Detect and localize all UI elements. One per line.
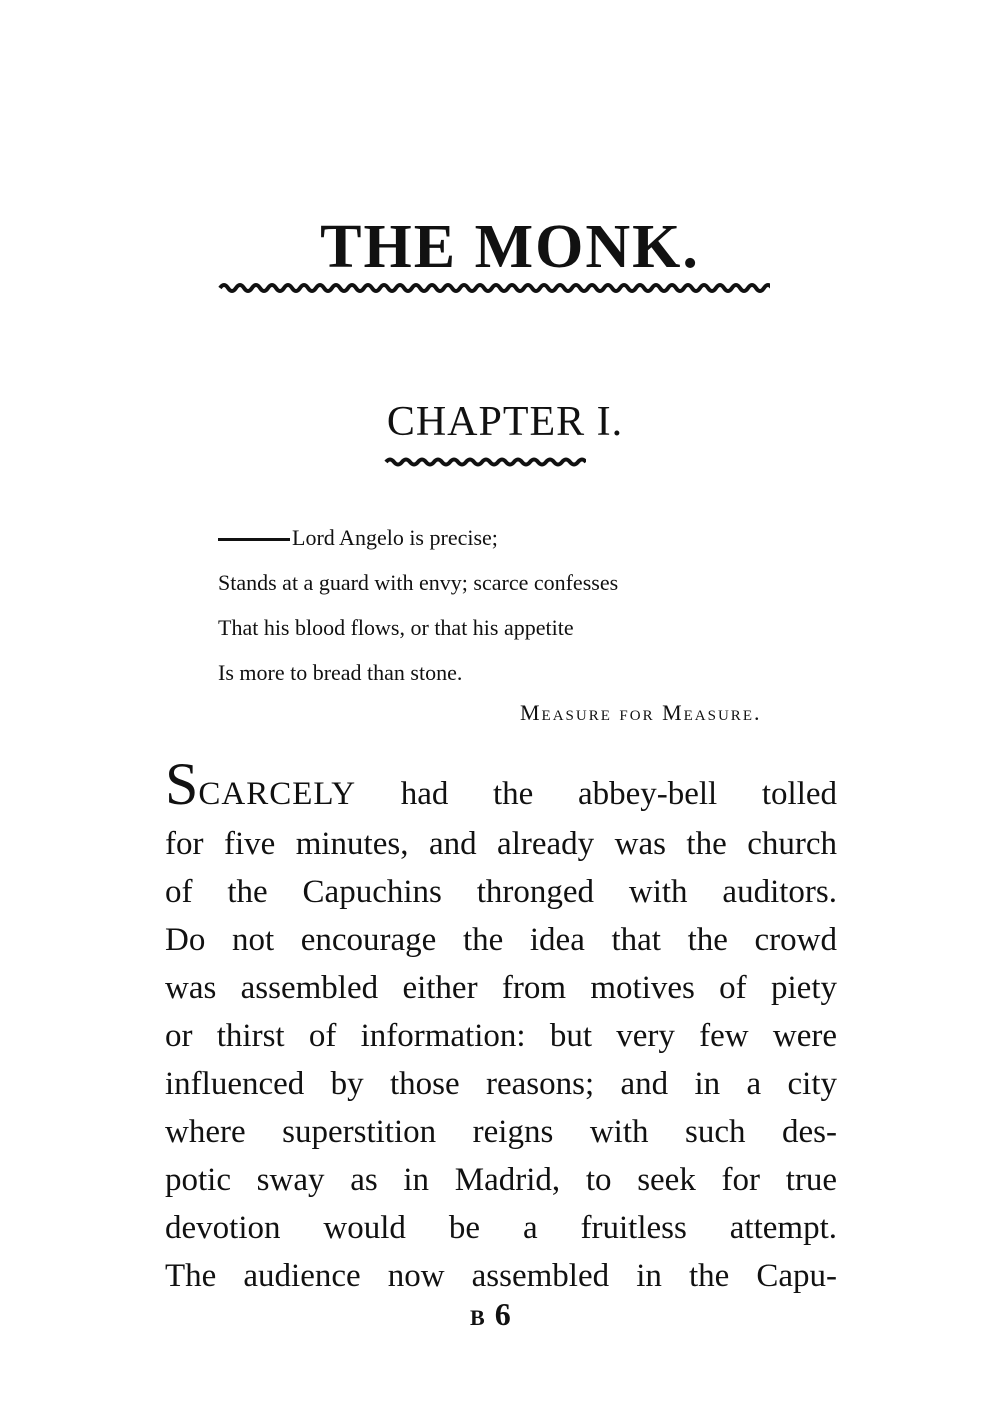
body-line: Do not encourage the idea that the crowd (165, 922, 837, 958)
epigraph-line: Is more to bread than stone. (218, 660, 463, 685)
body-line: was assembled either from motives of piety (165, 970, 837, 1006)
chapter-body (165, 751, 838, 1300)
epigraph-attribution: Measure for Measure. (520, 700, 762, 725)
chapter-title: CHAPTER I. (386, 399, 624, 445)
body-line: or thirst of information: but very few were (165, 1018, 837, 1054)
epigraph-line: That his blood flows, or that his appetite (218, 615, 574, 640)
book-title: THE MONK. (320, 213, 700, 281)
signature-number: 6 (494, 1296, 511, 1332)
body-line: for five minutes, and already was the church (165, 826, 837, 862)
body-line: influenced by those reasons; and in a city (165, 1066, 837, 1102)
body-line: SCARCELY had the abbey-bell tolled (165, 751, 838, 817)
body-line: of the Capuchins thronged with auditors. (165, 874, 837, 910)
body-line: devotion would be a fruitless attempt. (165, 1210, 837, 1246)
body-line: potic sway as in Madrid, to seek for true (165, 1162, 837, 1198)
body-line: The audience now assembled in the Capu- (165, 1258, 837, 1294)
epigraph-line: Lord Angelo is precise; (218, 515, 778, 560)
epigraph (218, 515, 778, 695)
chapter-ornament-rule (384, 455, 586, 469)
epigraph-line: Stands at a guard with envy; scarce confesses (218, 570, 619, 595)
lead-caps: CARCELY (198, 776, 357, 812)
drop-cap: S (165, 751, 199, 817)
epigraph-dash (218, 538, 290, 541)
signature-mark (470, 1296, 511, 1333)
title-ornament-rule (218, 280, 770, 296)
body-line: where superstition reigns with such des- (165, 1114, 837, 1150)
signature-letter: B (470, 1305, 485, 1330)
